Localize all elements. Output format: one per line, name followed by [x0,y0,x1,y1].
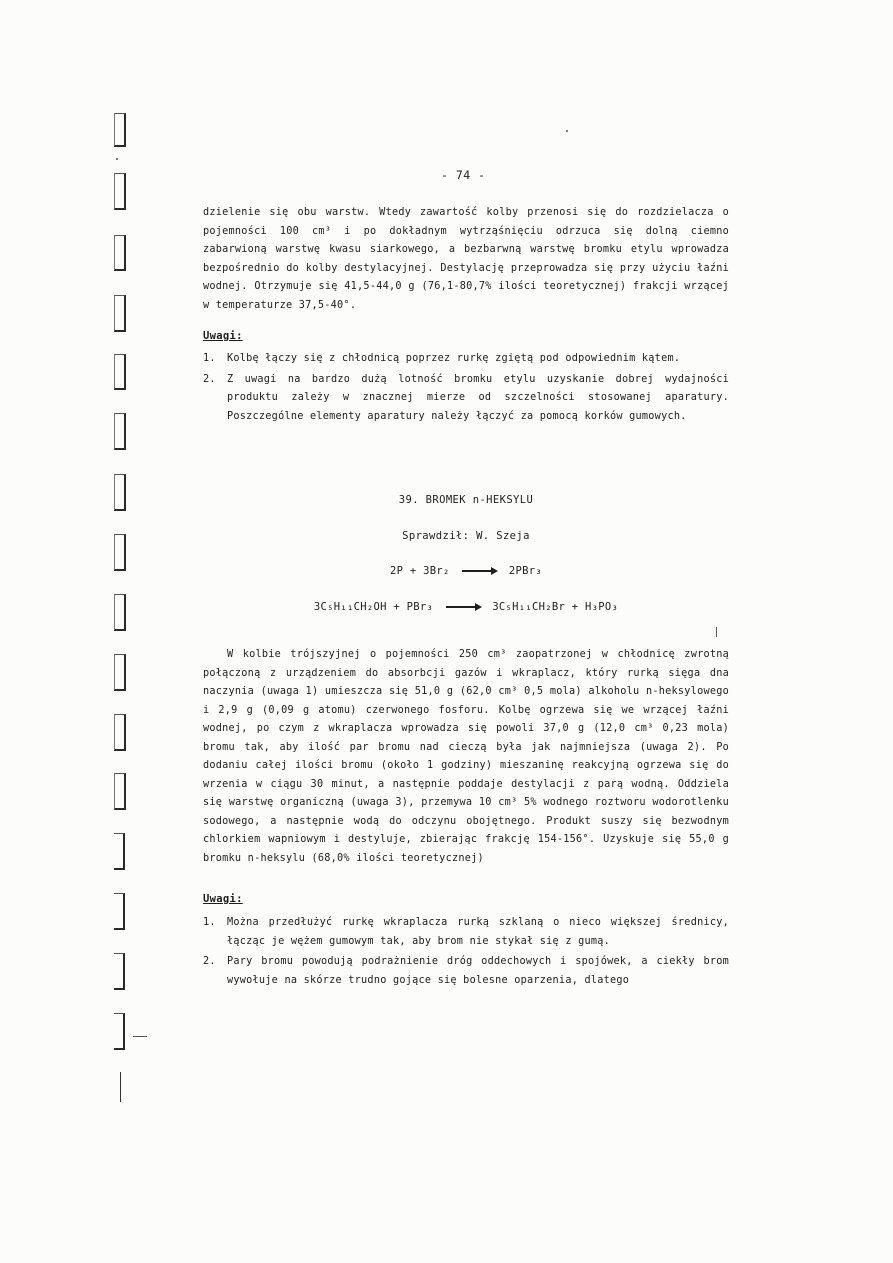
scan-speck [566,130,568,132]
note-number: 2. [203,956,216,967]
note-text: Z uwagi na bardzo dużą lotność bromku etylu uzyskanie dobrej wydajności produktu zależy w znacznej mierze od szczelności stosowanej aparatury. Poszczególne elementy aparatury należy łączyć za pomocą korków gumowych. [227,373,729,422]
binder-bracket [114,173,126,210]
binder-bracket [114,773,126,810]
note-text: Pary bromu powodują podrażnienie dróg oddechowych i spojówek, a ciekły brom wywołuje na skórze trudno gojące się bolesne oparzenia, dlatego [227,956,729,986]
equation-1-left: 2P + 3Br₂ [390,565,450,577]
note-item [203,371,729,427]
binder-bracket [114,594,126,631]
binder-bracket [114,1013,125,1050]
reaction-arrow-icon [462,570,496,572]
binder-bracket [114,354,126,390]
checked-by: Sprawdził: W. Szeja [402,530,530,542]
equation-2 [203,601,729,613]
intro-paragraph: dzielenie się obu warstw. Wtedy zawartość kolby przenosi się do rozdzielacza o pojemności 100 cm³ i po dokładnym wytrząśnięciu odrzuca się dolną ciemno zabarwioną warstwę kwasu siarkowego, a bezbarwną warstwę bromku etylu wprowadza bezpośrednio do kolby destylacyjnej. Destylację przeprowadza się przy użyciu łaźni wodnej. Otrzymuje się 41,5-44,0 g (76,1-80,7% ilości teoretycznej) frakcji wrzącej w temperaturze 37,5-40°. [203,207,729,311]
note-number: 1. [203,917,216,928]
binder-bracket [114,474,126,511]
equation-1 [203,565,729,577]
binder-bracket [114,534,126,571]
note-number: 1. [203,353,216,364]
notes-list [203,914,729,992]
scan-speck [716,627,717,637]
notes-list [203,350,729,428]
binder-bracket [114,714,126,751]
note-item [203,953,729,990]
page-number: - 74 - [441,168,486,182]
notes-heading: Uwagi: [203,330,243,342]
binder-bracket [114,893,125,930]
equation-2-right: 3C₅H₁₁CH₂Br + H₃PO₃ [492,601,619,613]
note-number: 2. [203,373,216,385]
binder-bracket [114,295,126,332]
binder-bracket [114,654,126,691]
scan-speck [133,1036,147,1037]
binder-bracket [114,953,125,990]
note-item [203,350,729,369]
note-item [203,914,729,951]
notes-heading: Uwagi: [203,893,243,905]
equation-1-right: 2PBr₃ [508,565,542,577]
section-title: 39. BROMEK n-HEKSYLU [398,494,534,506]
binder-line [120,1072,121,1102]
note-text: Kolbę łączy się z chłodnicą poprzez rurkę zgiętą pod odpowiednim kątem. [227,353,681,364]
binder-bracket [114,235,126,271]
scan-speck [116,158,118,160]
binder-bracket [114,833,125,870]
reaction-arrow-icon [446,606,480,608]
binder-bracket [114,413,126,450]
binder-bracket [114,113,126,147]
equation-2-left: 3C₅H₁₁CH₂OH + PBr₃ [313,601,434,613]
note-text: Można przedłużyć rurkę wkraplacza rurką szklaną o nieco większej średnicy, łącząc je wężem gumowym tak, aby brom nie stykał się z gumą. [227,917,729,947]
procedure-paragraph: W kolbie trójszyjnej o pojemności 250 cm³ zaopatrzonej w chłodnicę zwrotną połączoną z urządzeniem do absorbcji gazów i wkraplacz, który rurką sięga dna naczynia (uwaga 1) umieszcza się 51,0 g (62,0 cm³ 0,5 mola) alkoholu n-heksylowego i 2,9 g (0,09 g atomu) czerwonego fosforu. Kolbę ogrzewa się we wrzącej łaźni wodnej, po czym z wkraplacza wprowadza się powoli 37,0 g (12,0 cm³ 0,23 mola) bromu tak, aby ilość par bromu nad cieczą była jak najmniejsza (uwaga 2). Po dodaniu całej ilości bromu (około 1 godziny) mieszaninę reakcyjną ogrzewa się do wrzenia w ciągu 30 minut, a następnie poddaje destylacji z parą wodną. Oddziela się warstwę organiczną (uwaga 3), przemywa 10 cm³ 5% wodnego roztworu wodorotlenku sodowego, a następnie wodą do odczynu obojętnego. Produkt suszy się bezwodnym chlorkiem wapniowym i destyluje, zbierając frakcję 154-156°. Uzyskuje się 55,0 g bromku n-heksylu (68,0% ilości teoretycznej) [203,649,729,864]
